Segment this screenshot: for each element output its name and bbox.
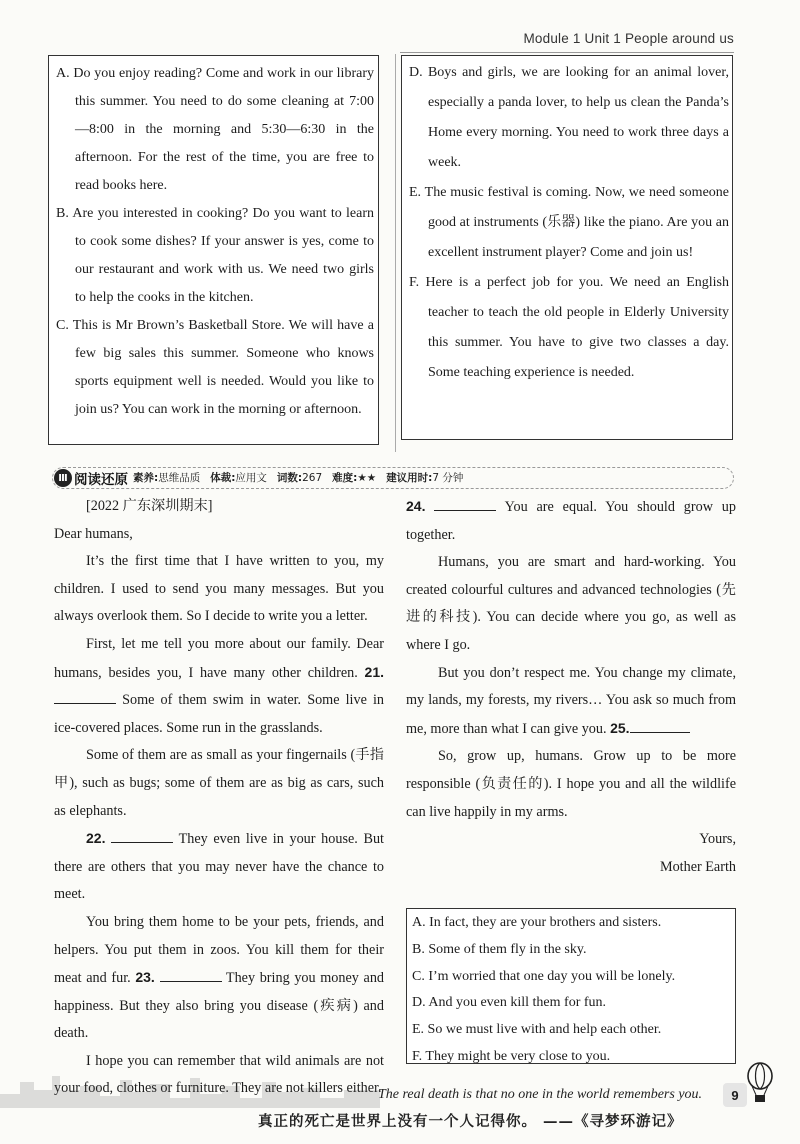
blank-number-21: 21. bbox=[364, 663, 385, 680]
answer-blank-23[interactable] bbox=[160, 966, 222, 982]
hot-air-balloon-icon bbox=[745, 1062, 775, 1106]
paragraph-9: So, grow up, humans. Grow up to be more responsible (负责任的). I hope you and all the wildlife can live happily in my arms. bbox=[406, 748, 736, 820]
ads-box-right bbox=[401, 55, 733, 440]
paragraph-7: Humans, you are smart and hard-working. You created colourful cultures and advanced technologies (先进的科技). You can decide where you go, as well as where I go. bbox=[406, 554, 736, 653]
option-c: C. I’m worried that one day you will be lonely. bbox=[412, 968, 676, 984]
paragraph-2: First, let me tell you more about our family. Dear humans, besides you, I have many other children. 21. Some of them swim in water. Some live in ice-covered places. Some run in the grasslands. bbox=[54, 635, 385, 736]
option-e: E. So we must live with and help each other. bbox=[412, 1022, 662, 1038]
paragraph-6-start: I hope you can remember that wild animals are not your food, clothes or furniture. They are not killers either. bbox=[54, 1052, 384, 1097]
footer-quote-chinese: 真正的死亡是世界上没有一个人记得你。 ——《寻梦环游记》 bbox=[258, 1113, 683, 1130]
letter-left-column bbox=[54, 493, 384, 1103]
source-note: [2022 广东深圳期末] bbox=[86, 498, 213, 514]
header-rule bbox=[400, 52, 734, 53]
ad-f: F. Here is a perfect job for you. We need an English teacher to teach the old people in Elderly University this summer. You have to give two classes a day. Some teaching experience is needed. bbox=[409, 275, 729, 380]
section-tag bbox=[52, 467, 128, 489]
footer-skyline-decoration bbox=[0, 1068, 380, 1108]
answer-blank-25[interactable] bbox=[630, 717, 690, 733]
running-header: Module 1 Unit 1 People around us bbox=[523, 31, 734, 46]
blank-number-25: 25. bbox=[610, 719, 630, 736]
letter-closing: Yours, bbox=[699, 831, 736, 848]
meta-literacy: 素养:思维品质 bbox=[133, 472, 201, 484]
meta-genre: 体裁:应用文 bbox=[210, 472, 267, 484]
meta-difficulty: 难度:★★ bbox=[332, 472, 377, 484]
blank-number-24: 24. bbox=[406, 498, 426, 514]
ad-d: D. Boys and girls, we are looking for an animal lover, especially a panda lover, to help us clean the Panda’s Home every morning. You need to work three days a week. bbox=[409, 65, 729, 170]
option-b: B. Some of them fly in the sky. bbox=[412, 941, 587, 957]
meta-time: 建议用时:7 分钟 bbox=[386, 472, 464, 484]
answer-blank-22[interactable] bbox=[111, 827, 173, 843]
paragraph-5: You bring them home to be your pets, friends, and helpers. You put them in zoos. You kill them for their meat and fur. 23. They bring you money and happiness. But they also bring you disease (疾病) and death. bbox=[54, 913, 385, 1042]
option-a: A. In fact, they are your brothers and sisters. bbox=[412, 915, 662, 930]
letter-signature: Mother Earth bbox=[659, 858, 736, 875]
option-d: D. And you even kill them for fun. bbox=[412, 995, 607, 1011]
ad-a: A. Do you enjoy reading? Come and work in our library this summer. You need to do some cleaning at 7:00—8:00 in the morning and 5:30—6:30 in the afternoon. For the rest of the time, you are free to read books here. bbox=[56, 66, 374, 193]
option-f: F. They might be very close to you. bbox=[412, 1048, 611, 1064]
answer-blank-21[interactable] bbox=[54, 688, 116, 704]
paragraph-6-end: 24. You are equal. You should grow up together. bbox=[406, 493, 736, 549]
column-divider bbox=[395, 54, 396, 452]
paragraph-1: It’s the first time that I have written to you, my children. I used to send you many messages. But you always overlook them. So I decide to write you a letter. bbox=[54, 553, 384, 625]
answer-blank-24[interactable] bbox=[434, 495, 496, 511]
blank-number-22: 22. bbox=[86, 830, 106, 847]
section-number-badge: Ⅲ bbox=[54, 469, 72, 487]
paragraph-8: But you don’t respect me. You change my climate, my lands, my forests, my rivers… You ask so much from me, more than what I can give you. 25. bbox=[406, 664, 736, 737]
footer-quote-english: The real death is that no one in the world remembers you. bbox=[378, 1087, 703, 1102]
page-number: 9 bbox=[723, 1083, 747, 1107]
letter-right-column bbox=[406, 493, 736, 881]
options-box bbox=[406, 908, 736, 1064]
paragraph-4: 22. They even live in your house. But there are others that you may never have the chance to meet. bbox=[54, 825, 384, 909]
paragraph-3: Some of them are as small as your fingernails (手指甲), such as bugs; some of them are as big as cars, such as elephants. bbox=[54, 747, 384, 819]
ad-c: C. This is Mr Brown’s Basketball Store. We will have a few big sales this summer. Someone who knows sports equipment well is needed. Would you like to join us? You can work in the morning or afternoon. bbox=[56, 318, 374, 417]
ad-e: E. The music festival is coming. Now, we need someone good at instruments (乐器) like the piano. Are you an excellent instrument player? Come and join us! bbox=[409, 185, 729, 260]
meta-wordcount: 词数:267 bbox=[276, 472, 323, 484]
letter-greeting: Dear humans, bbox=[54, 525, 133, 542]
ad-b: B. Are you interested in cooking? Do you want to learn to cook some dishes? If your answer is yes, come to our restaurant and work with us. We need two girls to help the cooks in the kitchen. bbox=[56, 206, 374, 305]
ads-box-left bbox=[48, 55, 379, 445]
blank-number-23: 23. bbox=[135, 969, 155, 986]
section-title: 阅读还原 bbox=[74, 472, 128, 488]
section-meta bbox=[133, 470, 463, 485]
